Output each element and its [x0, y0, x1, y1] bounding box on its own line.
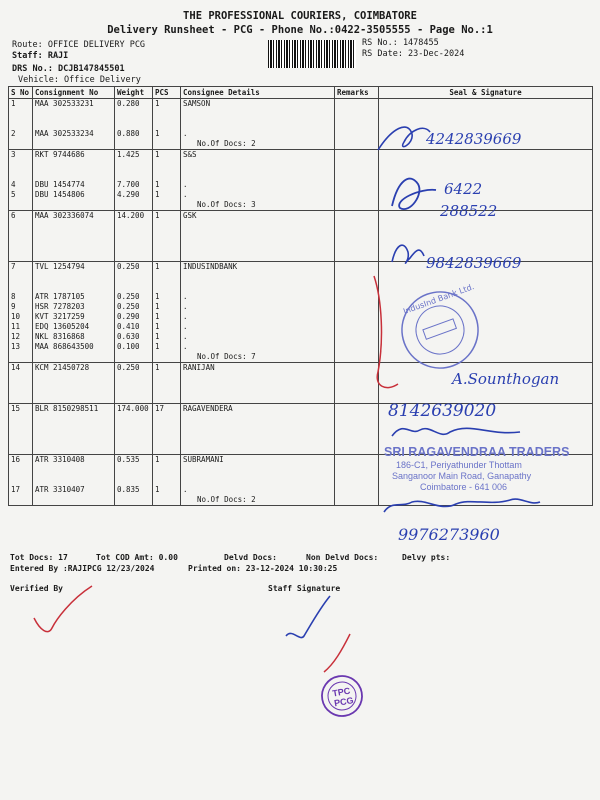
- line-wt: 14.200: [117, 211, 145, 220]
- line-pcs: 1: [155, 262, 160, 271]
- line-cons: SUBRAMANI: [183, 455, 224, 464]
- line-cons: .: [183, 302, 188, 311]
- line-pcs: 1: [155, 99, 160, 108]
- line-pcs: 1: [155, 150, 160, 159]
- rs-date: RS Date: 23-Dec-2024: [362, 49, 465, 59]
- line-sno: 3: [11, 150, 16, 159]
- rs-number: RS No.: 1478455: [362, 38, 439, 48]
- line-pcs: 1: [155, 342, 160, 351]
- red-tick-3: [324, 634, 350, 672]
- line-wt: 0.250: [117, 363, 140, 372]
- line-cons: .: [183, 292, 188, 301]
- line-wt: 0.535: [117, 455, 140, 464]
- docs-count: No.Of Docs: 2: [197, 495, 256, 504]
- printed-on: Printed on: 23-12-2024 10:30:25: [188, 564, 338, 573]
- line-sno: 11: [11, 322, 21, 331]
- line-sno: 1: [11, 99, 16, 108]
- line-sno: 6: [11, 211, 16, 220]
- docs-count: No.Of Docs: 7: [197, 352, 256, 361]
- col-consignment: Consignment No: [33, 87, 115, 99]
- line-cons: INDUSINDBANK: [183, 262, 238, 271]
- line-cno: BLR 8150298511: [35, 404, 99, 413]
- line-sno: 12: [11, 332, 21, 341]
- route-label: Route: OFFICE DELIVERY PCG: [12, 40, 146, 50]
- line-pcs: 1: [155, 190, 160, 199]
- line-sno: 8: [11, 292, 16, 301]
- docs-count: No.Of Docs: 3: [197, 200, 256, 209]
- verified-by-label: Verified By: [10, 584, 63, 593]
- line-cno: RKT 9744686: [35, 150, 85, 159]
- company-title: THE PROFESSIONAL COURIERS, COIMBATORE: [183, 10, 417, 22]
- drs-number: DRS No.: DCJB147845501: [12, 64, 125, 74]
- runsheet-title: Delivery Runsheet - PCG - Phone No.:0422-3505555 - Page No.:1: [107, 24, 493, 36]
- line-cons: .: [183, 180, 188, 189]
- bank-seal: [391, 278, 497, 378]
- signature-1-phone: 4242839669: [426, 130, 522, 148]
- line-cno: MAA 868643500: [35, 342, 94, 351]
- line-cons: .: [183, 129, 188, 138]
- signature-3-scribble: [392, 245, 424, 263]
- line-cons: .: [183, 322, 188, 331]
- line-cno: NKL 8316868: [35, 332, 85, 341]
- bank-seal-text: IndusInd Bank Ltd.: [402, 282, 476, 317]
- line-wt: 0.250: [117, 262, 140, 271]
- line-pcs: 1: [155, 312, 160, 321]
- line-wt: 0.280: [117, 99, 140, 108]
- red-tick-2: [34, 586, 92, 632]
- delivered-docs: Delvd Docs:: [224, 553, 277, 562]
- line-sno: 10: [11, 312, 21, 321]
- line-sno: 14: [11, 363, 21, 372]
- line-pcs: 1: [155, 332, 160, 341]
- line-pcs: 1: [155, 322, 160, 331]
- line-cons: .: [183, 312, 188, 321]
- delivery-points: Delvy pts:: [402, 553, 451, 562]
- signature-7-scribble: [384, 499, 540, 512]
- non-delivered-docs: Non Delvd Docs:: [306, 553, 379, 562]
- line-cno: MAA 302533234: [35, 129, 94, 138]
- line-cno: DBU 1454774: [35, 180, 85, 189]
- line-cons: .: [183, 342, 188, 351]
- red-tick-1: [374, 276, 398, 388]
- line-wt: 0.250: [117, 302, 140, 311]
- line-cons: .: [183, 485, 188, 494]
- line-wt: 0.880: [117, 129, 140, 138]
- line-cno: TVL 1254794: [35, 262, 85, 271]
- line-sno: 9: [11, 302, 16, 311]
- traders-stamp-name: SRI RAGAVENDRAA TRADERS: [384, 445, 570, 459]
- line-pcs: 1: [155, 129, 160, 138]
- line-wt: 0.100: [117, 342, 140, 351]
- vehicle-label: Vehicle: Office Delivery: [18, 75, 141, 85]
- line-cons: S&S: [183, 150, 197, 159]
- entered-by: Entered By :RAJIPCG 12/23/2024: [10, 564, 155, 573]
- signature-5-phone: 8142639020: [388, 401, 497, 421]
- col-sno: S No: [9, 87, 33, 99]
- line-cno: ATR 1787105: [35, 292, 85, 301]
- line-cons: RAGAVENDERA: [183, 404, 233, 413]
- signature-2-scribble: [392, 179, 436, 210]
- signature-7-phone: 9976273960: [398, 525, 500, 544]
- line-cno: KCM 21450728: [35, 363, 90, 372]
- line-sno: 4: [11, 180, 16, 189]
- line-wt: 0.410: [117, 322, 140, 331]
- line-cons: .: [183, 332, 188, 341]
- line-pcs: 1: [155, 485, 160, 494]
- traders-stamp-addr3: Coimbatore - 641 006: [420, 482, 508, 492]
- line-cons: SAMSON: [183, 99, 211, 108]
- line-wt: 1.425: [117, 150, 140, 159]
- line-cno: ATR 3310407: [35, 485, 85, 494]
- col-remarks: Remarks: [335, 87, 379, 99]
- line-pcs: 17: [155, 404, 165, 413]
- total-cod: Tot COD Amt: 0.00: [96, 553, 178, 562]
- docs-count: No.Of Docs: 2: [197, 139, 256, 148]
- line-wt: 0.290: [117, 312, 140, 321]
- line-pcs: 1: [155, 455, 160, 464]
- line-cno: KVT 3217259: [35, 312, 85, 321]
- line-wt: 4.290: [117, 190, 140, 199]
- col-seal-signature: Seal & Signature: [379, 87, 593, 99]
- line-cno: ATR 3310408: [35, 455, 85, 464]
- line-sno: 5: [11, 190, 16, 199]
- total-docs: Tot Docs: 17: [10, 553, 68, 562]
- line-pcs: 1: [155, 180, 160, 189]
- line-pcs: 1: [155, 302, 160, 311]
- line-cons: GSK: [183, 211, 197, 220]
- line-wt: 0.250: [117, 292, 140, 301]
- line-sno: 15: [11, 404, 21, 413]
- line-sno: 7: [11, 262, 16, 271]
- tpc-stamp-bottom: PCG: [333, 695, 355, 709]
- staff-signature-label: Staff Signature: [268, 584, 341, 593]
- traders-stamp-addr1: 186-C1, Periyathunder Thottam: [396, 460, 522, 470]
- line-pcs: 1: [155, 292, 160, 301]
- signature-4-name: A.Sounthogan: [452, 370, 560, 388]
- signature-1-scribble: [378, 127, 430, 150]
- line-cno: MAA 302533231: [35, 99, 94, 108]
- line-pcs: 1: [155, 363, 160, 372]
- line-wt: 0.630: [117, 332, 140, 341]
- staff-signature-mark: [286, 596, 330, 638]
- line-wt: 174.000: [117, 404, 149, 413]
- line-wt: 0.835: [117, 485, 140, 494]
- tpc-stamp: [319, 673, 365, 719]
- line-cno: EDQ 13605204: [35, 322, 90, 331]
- staff-label: Staff: RAJI: [12, 51, 69, 61]
- signature-6-scribble: [392, 428, 520, 436]
- line-sno: 16: [11, 455, 21, 464]
- signature-2-line2: 288522: [440, 202, 498, 220]
- line-sno: 2: [11, 129, 16, 138]
- traders-stamp-addr2: Sanganoor Main Road, Ganapathy: [392, 471, 532, 481]
- signature-3-phone: 9842839669: [426, 254, 522, 272]
- line-sno: 13: [11, 342, 21, 351]
- line-sno: 17: [11, 485, 21, 494]
- line-cno: MAA 302336074: [35, 211, 94, 220]
- tpc-stamp-top: TPC: [331, 685, 352, 699]
- col-consignee: Consignee Details: [181, 87, 335, 99]
- col-weight: Weight: [115, 87, 153, 99]
- line-cons: .: [183, 190, 188, 199]
- line-wt: 7.700: [117, 180, 140, 189]
- line-cons: RANIJAN: [183, 363, 215, 372]
- col-pcs: PCS: [153, 87, 181, 99]
- line-cno: DBU 1454806: [35, 190, 85, 199]
- signature-2-line1: 6422: [444, 180, 483, 198]
- line-pcs: 1: [155, 211, 160, 220]
- line-cno: HSR 7278203: [35, 302, 85, 311]
